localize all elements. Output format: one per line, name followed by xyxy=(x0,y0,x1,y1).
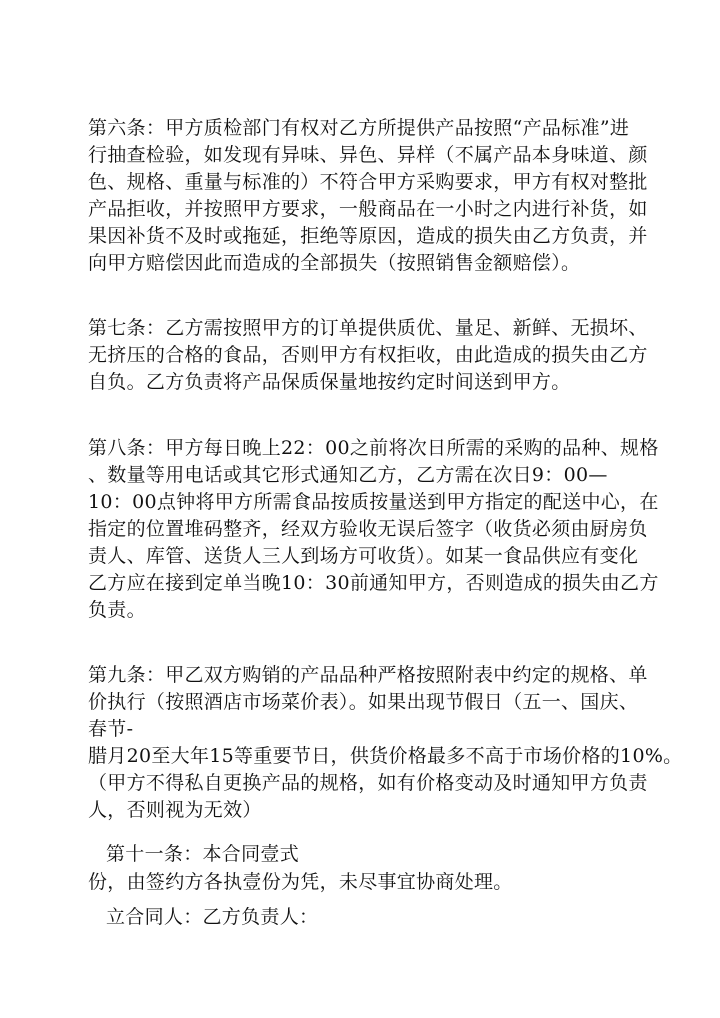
article-9-line-2: 价执行（按照酒店市场菜价表）。如果出现节假日（五一、国庆、 xyxy=(88,691,639,713)
article-8-line-3: 10：00点钟将甲方所需食品按质按量送到甲方指定的配送中心，在 xyxy=(88,491,659,513)
article-9-line-1: 第九条：甲乙双方购销的产品品种严格按照附表中约定的规格、单 xyxy=(88,664,648,686)
article-11-line-2: 份，由签约方各执壹份为凭，未尽事宜协商处理。 xyxy=(88,871,513,893)
article-9-line-3: 春节- xyxy=(88,718,134,740)
article-9-line-4: 腊月20至大年15等重要节日，供货价格最多不高于市场价格的10%。 xyxy=(88,745,683,767)
signature-line: 立合同人：乙方负责人： xyxy=(106,906,319,928)
article-7-line-2: 无挤压的合格的食品，否则甲方有权拒收，由此造成的损失由乙方 xyxy=(88,344,648,366)
article-6-line-1: 第六条：甲方质检部门有权对乙方所提供产品按照“产品标准”进 xyxy=(88,117,630,139)
article-8-line-2: 、数量等用电话或其它形式通知乙方，乙方需在次日9：00— xyxy=(88,464,608,486)
article-6-line-4: 产品拒收，并按照甲方要求，一般商品在一小时之内进行补货，如 xyxy=(88,198,648,220)
article-9-line-5: （甲方不得私自更换产品的规格，如有价格变动及时通知甲方负责 xyxy=(88,772,648,794)
article-6-line-2: 行抽查检验，如发现有异味、异色、异样（不属产品本身味道、颜 xyxy=(88,144,648,166)
article-8-line-6: 乙方应在接到定单当晚10：30前通知甲方，否则造成的损失由乙方 xyxy=(88,572,659,594)
article-8-line-4: 指定的位置堆码整齐，经双方验收无误后签字（收货必须由厨房负 xyxy=(88,518,648,540)
article-8-line-7: 负责。 xyxy=(88,599,146,621)
article-6-line-5: 果因补货不及时或拖延，拒绝等原因，造成的损失由乙方负责，并 xyxy=(88,225,648,247)
article-11-line-1: 第十一条：本合同壹式 xyxy=(106,843,300,865)
article-9-line-6: 人，否则视为无效） xyxy=(88,799,262,821)
article-6-line-6: 向甲方赔偿因此而造成的全部损失（按照销售金额赔偿）。 xyxy=(88,252,581,274)
article-7-line-3: 自负。乙方负责将产品保质保量地按约定时间送到甲方。 xyxy=(88,371,571,393)
article-7-line-1: 第七条：乙方需按照甲方的订单提供质优、量足、新鲜、无损坏、 xyxy=(88,317,648,339)
article-6-line-3: 色、规格、重量与标准的）不符合甲方采购要求，甲方有权对整批 xyxy=(88,171,648,193)
article-8-line-1: 第八条：甲方每日晚上22：00之前将次日所需的采购的品种、规格 xyxy=(88,437,659,459)
article-8-line-5: 责人、库管、送货人三人到场方可收货）。如某一食品供应有变化 xyxy=(88,545,639,567)
